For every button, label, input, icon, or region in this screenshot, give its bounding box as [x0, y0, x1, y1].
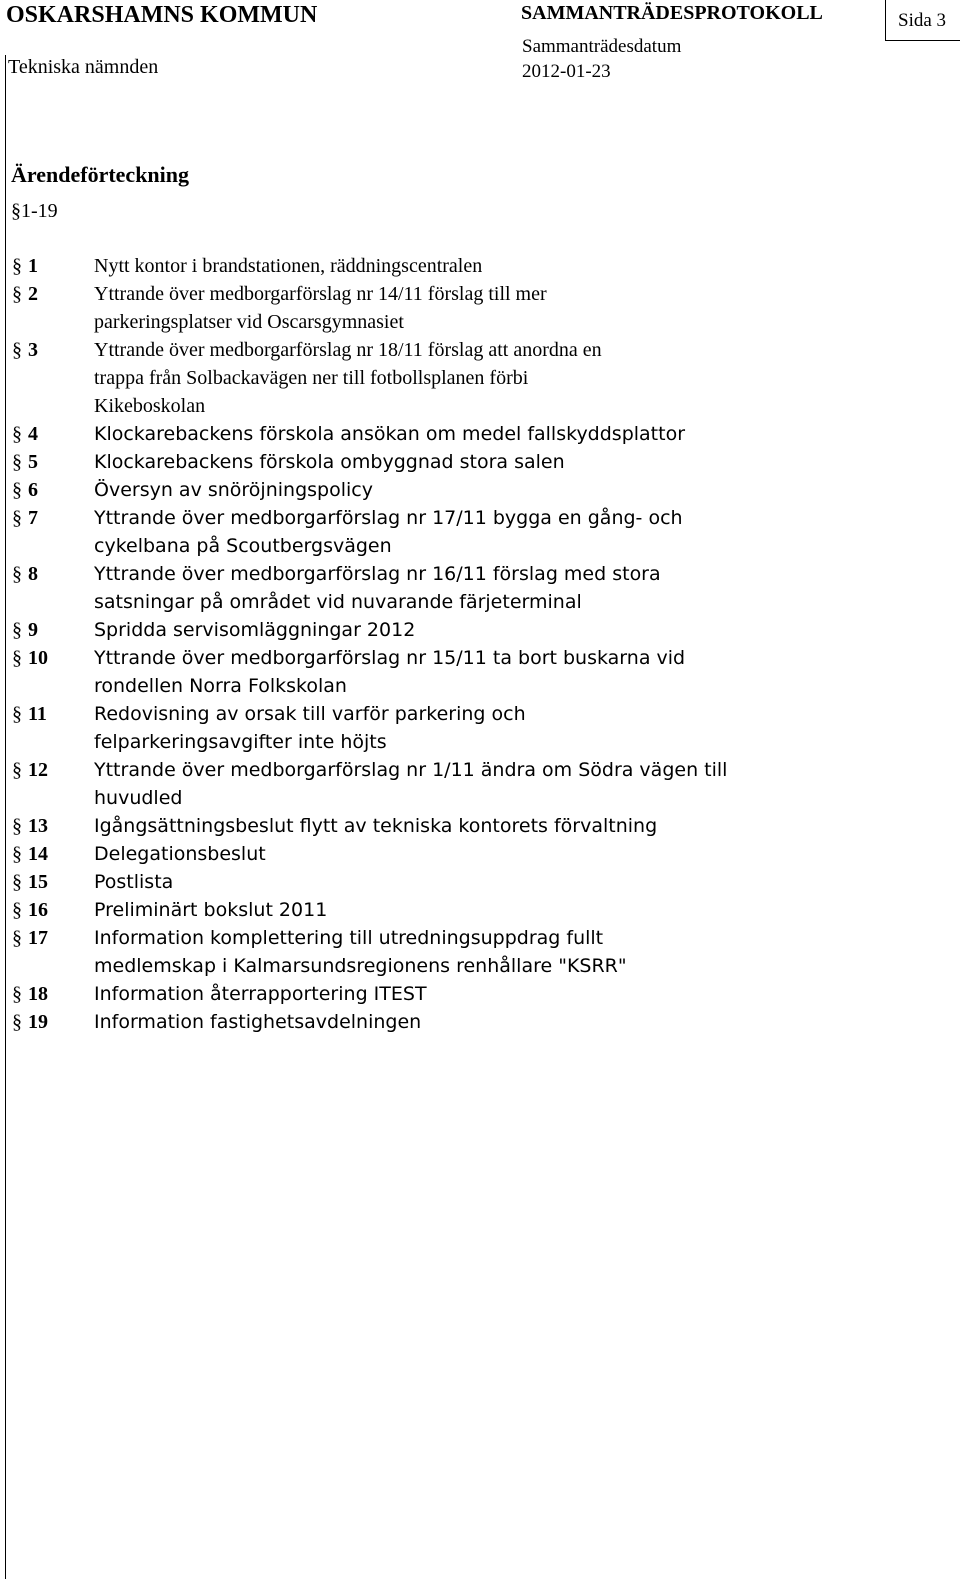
- section-sign: §: [12, 647, 22, 669]
- agenda-item-text: Igångsättningsbeslut flytt av tekniska kontorets förvaltning: [94, 815, 658, 837]
- item-number: 1: [28, 255, 38, 277]
- agenda-item-number: [12, 756, 94, 812]
- agenda-item-number: [12, 868, 94, 896]
- item-number: 8: [28, 563, 38, 585]
- agenda-item-number: [12, 1008, 94, 1036]
- section-sign: §: [12, 843, 22, 865]
- agenda-item-number: [12, 896, 94, 924]
- agenda-item: [12, 756, 942, 812]
- agenda-item-text: Yttrande över medborgarförslag nr 14/11 förslag till mer parkeringsplatser vid Oscarsgymnasiet: [94, 283, 547, 333]
- protocol-title: SAMMANTRÄDESPROTOKOLL: [521, 2, 823, 24]
- section-sign: §: [12, 927, 22, 949]
- agenda-item-text: Nytt kontor i brandstationen, räddningscentralen: [94, 255, 483, 277]
- section-heading: Ärendeförteckning: [11, 162, 190, 187]
- section-sign: §: [12, 507, 22, 529]
- agenda-item-text: Information fastighetsavdelningen: [94, 1011, 422, 1033]
- agenda-item: [12, 448, 942, 476]
- meeting-date: 2012-01-23: [522, 61, 611, 82]
- agenda-item-text: Delegationsbeslut: [94, 843, 266, 865]
- page-box-divider: [885, 0, 886, 40]
- section-sign: §: [12, 815, 22, 837]
- section-sign: §: [12, 563, 22, 585]
- agenda-item-number: [12, 924, 94, 980]
- section-sign: §: [12, 619, 22, 641]
- agenda-item-number: [12, 448, 94, 476]
- agenda-item-text: Information komplettering till utredningsuppdrag fullt medlemskap i Kalmarsundsregionens renhållare "KSRR": [94, 927, 627, 977]
- section-sign: §: [12, 871, 22, 893]
- agenda-item-number: [12, 700, 94, 756]
- agenda-item: [12, 252, 942, 280]
- agenda-item: [12, 560, 942, 616]
- agenda-item-text: Yttrande över medborgarförslag nr 15/11 ta bort buskarna vid rondellen Norra Folkskolan: [94, 647, 686, 697]
- agenda-item-number: [12, 616, 94, 644]
- agenda-item-text: Klockarebackens förskola ansökan om medel fallskyddsplattor: [94, 423, 686, 445]
- item-number: 11: [28, 703, 47, 725]
- agenda-item: [12, 280, 942, 336]
- agenda-item-number: [12, 420, 94, 448]
- agenda-item: [12, 924, 942, 980]
- item-number: 6: [28, 479, 38, 501]
- item-number: 9: [28, 619, 38, 641]
- section-sign: §: [12, 451, 22, 473]
- agenda-item-text: Översyn av snöröjningspolicy: [94, 479, 373, 501]
- item-number: 14: [28, 843, 48, 865]
- agenda-item-number: [12, 812, 94, 840]
- section-sign: §: [12, 283, 22, 305]
- agenda-item-number: [12, 252, 94, 280]
- item-number: 3: [28, 339, 38, 361]
- section-sign: §: [12, 703, 22, 725]
- section-sign: §: [12, 899, 22, 921]
- board-name: Tekniska nämnden: [8, 56, 159, 78]
- agenda-item: [12, 420, 942, 448]
- agenda-item: [12, 840, 942, 868]
- section-sign: §: [12, 339, 22, 361]
- agenda-item-number: [12, 644, 94, 700]
- item-number: 17: [28, 927, 48, 949]
- agenda-item-number: [12, 980, 94, 1008]
- agenda-item: [12, 1008, 942, 1036]
- agenda-item: [12, 644, 942, 700]
- meeting-date-label: Sammanträdesdatum: [522, 36, 682, 57]
- agenda-item-number: [12, 560, 94, 616]
- agenda-item: [12, 812, 942, 840]
- agenda-item-text: Yttrande över medborgarförslag nr 17/11 bygga en gång- och cykelbana på Scoutbergsvägen: [94, 507, 683, 557]
- agenda-item-text: Information återrapportering ITEST: [94, 983, 427, 1005]
- agenda-item-text: Preliminärt bokslut 2011: [94, 899, 328, 921]
- item-number: 4: [28, 423, 38, 445]
- agenda-item-number: [12, 840, 94, 868]
- agenda-item-number: [12, 280, 94, 336]
- agenda-item: [12, 896, 942, 924]
- page-box-underline: [885, 40, 960, 41]
- agenda-item: [12, 868, 942, 896]
- agenda-item: [12, 476, 942, 504]
- section-sign: §: [12, 1011, 22, 1033]
- item-number: 15: [28, 871, 48, 893]
- agenda-item: [12, 504, 942, 560]
- page-number: Sida 3: [898, 10, 947, 31]
- left-margin-rule: [5, 55, 6, 1579]
- agenda-item-text: Yttrande över medborgarförslag nr 18/11 förslag att anordna en trappa från Solbackavägen ner till fotbollsplanen förbi Kikeboskolan: [94, 339, 602, 417]
- item-number: 13: [28, 815, 48, 837]
- item-number: 10: [28, 647, 48, 669]
- agenda-list: [12, 252, 942, 1036]
- agenda-item-number: [12, 476, 94, 504]
- agenda-item-text: Spridda servisomläggningar 2012: [94, 619, 416, 641]
- agenda-item-text: Redovisning av orsak till varför parkering och felparkeringsavgifter inte höjts: [94, 703, 526, 753]
- item-number: 7: [28, 507, 38, 529]
- section-sign: §: [12, 423, 22, 445]
- agenda-item-number: [12, 504, 94, 560]
- agenda-item-text: Yttrande över medborgarförslag nr 1/11 ändra om Södra vägen till huvudled: [94, 759, 728, 809]
- agenda-item: [12, 980, 942, 1008]
- section-sign: §: [12, 759, 22, 781]
- agenda-item: [12, 700, 942, 756]
- paragraph-range: §1-19: [11, 200, 58, 222]
- section-sign: §: [12, 255, 22, 277]
- section-sign: §: [12, 479, 22, 501]
- item-number: 18: [28, 983, 48, 1005]
- organization-name: OSKARSHAMNS KOMMUN: [6, 2, 318, 28]
- section-sign: §: [12, 983, 22, 1005]
- item-number: 2: [28, 283, 38, 305]
- item-number: 16: [28, 899, 48, 921]
- item-number: 5: [28, 451, 38, 473]
- agenda-item: [12, 336, 942, 420]
- agenda-item-text: Klockarebackens förskola ombyggnad stora salen: [94, 451, 565, 473]
- item-number: 12: [28, 759, 48, 781]
- agenda-item-number: [12, 336, 94, 420]
- agenda-item-text: Postlista: [94, 871, 174, 893]
- agenda-item-text: Yttrande över medborgarförslag nr 16/11 förslag med stora satsningar på området vid nuvarande färjeterminal: [94, 563, 661, 613]
- agenda-item: [12, 616, 942, 644]
- item-number: 19: [28, 1011, 48, 1033]
